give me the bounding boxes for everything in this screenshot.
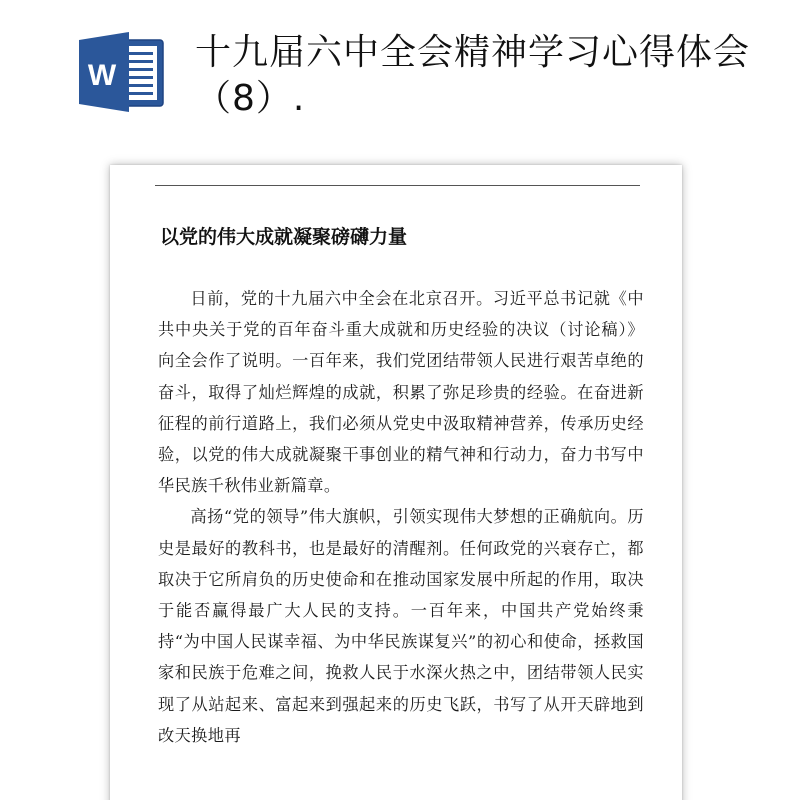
file-header <box>0 0 800 150</box>
article-paragraph-1: 日前，党的十九届六中全会在北京召开。习近平总书记就《中共中央关于党的百年奋斗重大成就和历史经验的决议（讨论稿）》向全会作了说明。一百年来，我们党团结带领人民进行艰苦卓绝的奋斗，取得了灿烂辉煌的成就，积累了弥足珍贵的经验。在奋进新征程的前行道路上，我们必须从党史中汲取精神营养，传承历史经验，以党的伟大成就凝聚干事创业的精气神和行动力，奋力书写中华民族千秋伟业新篇章。 <box>158 289 644 496</box>
article-body <box>158 283 644 751</box>
article-paragraph-2: 高扬“党的领导”伟大旗帜，引领实现伟大梦想的正确航向。历史是最好的教科书，也是最好的清醒剂。任何政党的兴衰存亡，都取决于它所肩负的历史使命和在推动国家发展中所起的作用，取决于能否赢得最广大人民的支持。一百年来，中国共产党始终秉持“为中国人民谋幸福、为中华民族谋复兴”的初心和使命，拯救国家和民族于危难之间，挽救人民于水深火热之中，团结带领人民实现了从站起来、富起来到强起来的历史飞跃，书写了从开天辟地到改天换地再 <box>158 507 644 745</box>
word-icon-letter: W <box>87 59 117 92</box>
document-page <box>110 165 682 800</box>
article-heading: 以党的伟大成就凝聚磅礴力量 <box>160 226 408 248</box>
page-top-rule <box>155 185 640 186</box>
word-document-icon <box>77 30 167 114</box>
document-file-title: 十九届六中全会精神学习心得体会（8）. <box>195 32 751 119</box>
